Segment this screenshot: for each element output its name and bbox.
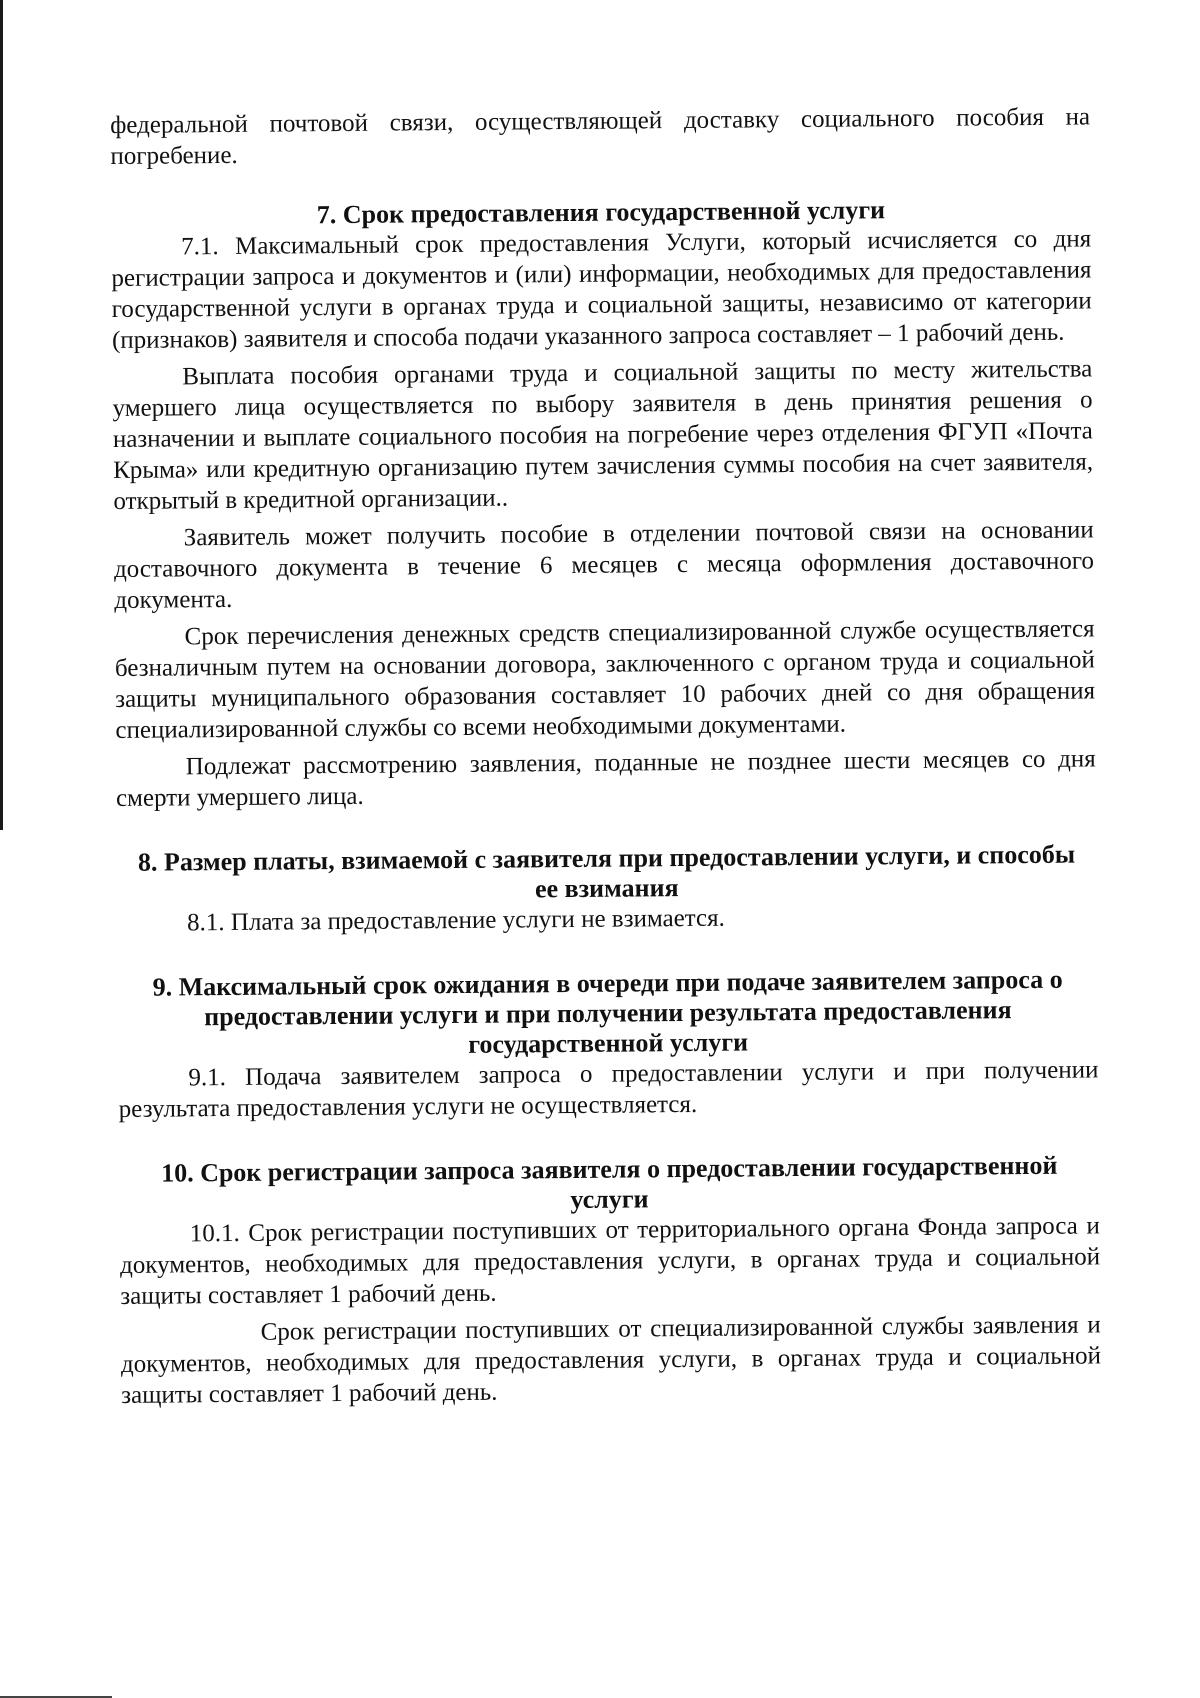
section-heading: 8. Размер платы, взимаемой с заявителя при предоставлении услуги, и способы ее взимания — [137, 839, 1076, 904]
section-7 — [111, 193, 1096, 814]
paragraph: 7.1. Максимальный срок предоставления Услуги, который исчисляется со дня регистрации запроса и документов и (или) информации, необходимых для предоставления государственной услуги в органах труда и социальной защиты, независимо от категории (признаков) заявителя и способа подачи указанного запроса составляет – 1 рабочий день. — [111, 225, 1092, 354]
paragraph: Срок перечисления денежных средств специализированной службе осуществляется безналичным путем на основании договора, заключенного с органом труда и социальной защиты муниципального образования составляет 10 рабочих дней со дня обращения специализированной службы со всеми необходимыми документами. — [114, 615, 1096, 744]
document-page — [110, 101, 1101, 1411]
scan-edge-left — [0, 0, 3, 830]
paragraph: 9.1. Подача заявителем запроса о предоставлении услуги и при получении результата предоставления услуги не осуществляется. — [118, 1056, 1099, 1123]
paragraph: Заявитель может получить пособие в отделении почтовой связи на основании доставочного документа в течение 6 месяцев с месяца оформления доставочного документа. — [113, 516, 1095, 614]
paragraph: Подлежат рассмотрению заявления, поданные не позднее шести месяцев со дня смерти умершего лица. — [115, 745, 1096, 812]
paragraph: 8.1. Плата за предоставление услуги не взимается. — [186, 904, 725, 937]
section-9 — [118, 964, 1099, 1125]
intro-paragraph: федеральной почтовой связи, осуществляющей доставку социального пособия на погребение. — [110, 103, 1091, 170]
section-heading: 10. Срок регистрации запроса заявителя о предоставлении государственной услуги — [160, 1150, 1058, 1215]
section-heading: 7. Срок предоставления государственной услуги — [316, 195, 886, 230]
paragraph: 10.1. Срок регистрации поступивших от территориального органа Фонда запроса и документов, необходимых для предоставления услуги, в органах труда и социальной защиты составляет 1 рабочий день. — [119, 1212, 1101, 1310]
section-10 — [119, 1150, 1101, 1411]
paragraph: Срок регистрации поступивших от специализированной службы заявления и документов, необходимых для предоставления услуги, в органах труда и социальной защиты составляет 1 рабочий день. — [120, 1311, 1102, 1409]
section-heading: 9. Максимальный срок ожидания в очереди при подаче заявителем запроса о предоставлении услуги и при получении результата предоставления государственной услуги — [152, 964, 1063, 1059]
section-8 — [116, 839, 1097, 939]
paragraph: Выплата пособия органами труда и социальной защиты по месту жительства умершего лица осуществляется по выбору заявителя в день принятия решения о назначении и выплате социального пособия на погребение через отделения ФГУП «Почта Крыма» или кредитную организацию путем зачисления суммы пособия на счет заявителя, открытый в кредитной организации.. — [112, 355, 1094, 515]
